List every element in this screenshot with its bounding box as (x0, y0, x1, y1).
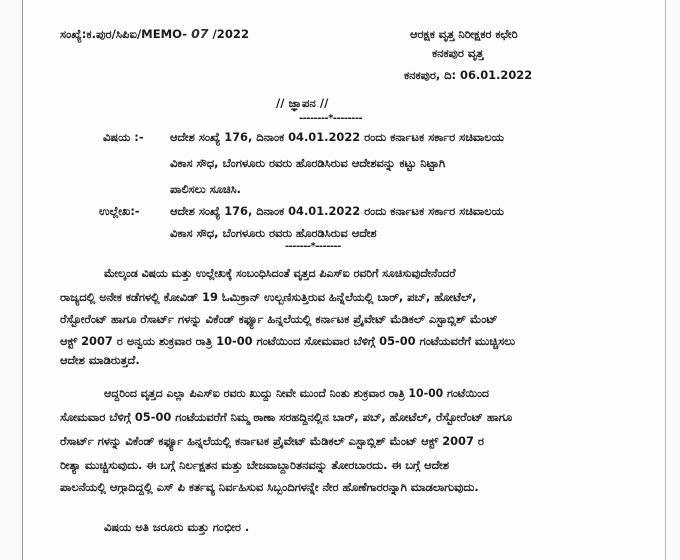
title-underline: --------*-------- (299, 113, 363, 124)
place-date: ಕನಕಪುರ, ದಿ: 06.01.2022 (404, 68, 533, 82)
subject-line: ವಿಕಾಸ ಸೌಧ, ಬೆಂಗಳೂರು ರವರು ಹೊರಡಿಸಿರುವ ಆದೇಶವನ್ನು ಕಟ್ಟು ನಿಟ್ಟಾಗಿ (170, 156, 446, 170)
paragraph-1-line: ಆದೇಶ ಮಾಡಿರುತ್ತದೆ. (60, 353, 140, 367)
paragraph-2-line: ರೆಸಾರ್ಟ್ ಗಳನ್ನು ವಿಕೆಂಡ್ ಕರ್ಫ್ಯೂ ಹಿನ್ನಲೆಯಲ್ಲಿ ಕರ್ನಾಟಕ ಪ್ರೈವೇಟ್ ಮೆಡಿಕಲ್ ಎಸ್ಟಾಬ್ಲಿಶ್ ಮೆಂಟ್ ಆಕ್ಟ್ 2007 ರ (60, 434, 484, 448)
office-name: ಆರಕ್ಷಕ ವೃತ್ತ ನಿರೀಕ್ಷಕರ ಕಛೇರಿ (410, 27, 518, 41)
closing-remark: ವಿಷಯ ಅತಿ ಜರೂರು ಮತ್ತು ಗಂಭೀರ . (104, 520, 250, 534)
paragraph-1-line: ರಾಜ್ಯದಲ್ಲಿ ಅನೇಕ ಕಡೆಗಳಲ್ಲಿ ಕೋವಿಡ್ 19 ಓಮಿಕ್ರಾನ್ ಉಲ್ಬಣಿಸುತ್ತಿರುವ ಹಿನ್ನೆಲೆಯಲ್ಲಿ ಬಾರ್, ಪಬ್, ಹೋಟೆಲ್, (60, 290, 477, 304)
subject-line: ಪಾಲಿಸಲು ಸೂಚಿಸಿ. (170, 182, 241, 196)
paragraph-2-line: ಪಾಲನೆಯಲ್ಲಿ ಆಗ್ಗಾದಿದ್ದಲ್ಲಿ ಎಸ್ ಪಿ ಕರ್ತವ್ಯ ನಿರ್ವಹಿಸುವ ಸಿಬ್ಬಂದಿಗಳನ್ನೇ ನೇರ ಹೊಣೆಗಾರರನ್ನಾಗಿ ಮಾಡಲಾಗುವುದು. (60, 480, 479, 494)
paragraph-2-line: ಸೋಮವಾರ ಬೆಳಿಗ್ಗೆ 05-00 ಗಂಟೆಯವರೆಗೆ ನಿಮ್ಮ ಠಾಣಾ ಸರಹದ್ದಿನಲ್ಲಿನ ಬಾರ್, ಪಬ್, ಹೋಟೆಲ್, ರೆಸ್ಟೋರೆಂಟ್ ಹಾಗೂ (60, 410, 513, 424)
memo-number-prefix: ಸಂಖ್ಯೆ:ಕ.ಪುರ/ಸಿಪಿಐ/MEMO- (60, 27, 188, 41)
subject-line: ಆದೇಶ ಸಂಖ್ಯೆ 176, ದಿನಾಂಕ 04.01.2022 ರಂದು ಕರ್ನಾಟಕ ಸರ್ಕಾರ ಸಚಿವಾಲಯ (170, 130, 504, 144)
reference-line: ಆದೇಶ ಸಂಖ್ಯೆ 176, ದಿನಾಂಕ 04.01.2022 ರಂದು ಕರ್ನಾಟಕ ಸರ್ಕಾರ ಸಚಿವಾಲಯ (170, 204, 504, 218)
document-page (23, 0, 665, 560)
paragraph-2-line: ರೀತ್ಯಾ ಮುಚ್ಚಿಸುವುದು. ಈ ಬಗ್ಗೆ ನಿರ್ಲಕ್ಷತನ ಮತ್ತು ಬೇಜವಾಬ್ದಾರಿತನವನ್ನು ತೋರಬಾರದು. ಈ ಬಗ್ಗೆ ಆದೇಶ (60, 458, 450, 472)
paragraph-1-line: ಆಕ್ಟ್ 2007 ರ ಅನ್ವಯ ಶುಕ್ರವಾರ ರಾತ್ರಿ 10-00 ಗಂಟೆಯಿಂದ ಸೋಮವಾರ ಬೆಳಿಗ್ಗೆ 05-00 ಗಂಟೆಯವರೆಗೆ ಮುಚ್ಚಿಸಲು (60, 334, 516, 348)
paragraph-2-line: ಆದ್ದರಿಂದ ವೃತ್ತದ ಎಲ್ಲಾ ಪಿಎಸ್ಐ ರವರು ಖುದ್ದು ನೀವೇ ಮುಂದೆ ನಿಂತು ಶುಕ್ರವಾರ ರಾತ್ರಿ 10-00 ಗಂಟೆಯಿಂದ (104, 386, 489, 400)
circle-name: ಕನಕಪುರ ವೃತ್ತ (432, 46, 484, 60)
paragraph-1-line: ಮೇಲ್ಕಂಡ ವಿಷಯ ಮತ್ತು ಉಲ್ಲೇಖಕ್ಕೆ ಸಂಬಂಧಿಸಿದಂತೆ ವೃತ್ತದ ಪಿಎಸ್ಐ ರವರಿಗೆ ಸೂಚಿಸುವುದೇನೆಂದರೆ (104, 266, 456, 280)
memo-number-handwritten: 07 (191, 26, 209, 41)
memo-number-year: /2022 (208, 27, 250, 41)
section-separator: -------*------- (285, 241, 341, 252)
reference-line: ವಿಕಾಸ ಸೌಧ, ಬೆಂಗಳೂರು ರವರು ಹೊರಡಿಸಿರುವ ಆದೇಶ (170, 226, 377, 240)
scan-right-edge (665, 0, 666, 560)
paragraph-1-line: ರೆಸ್ಟೋರೆಂಟ್ ಹಾಗೂ ರೆಸಾರ್ಟ್ ಗಳನ್ನು ವಿಕೆಂಡ್ ಕರ್ಫ್ಯೂ ಹಿನ್ನಲೆಯಲ್ಲಿ ಕರ್ನಾಟಕ ಪ್ರೈವೇಟ್ ಮೆಡಿಕಲ್ ಎಸ್ಟಾಬ್ಲಿಶ್ ಮೆಂಟ್ (60, 312, 498, 326)
notice-title: // ಜ್ಞಾಪನ // (276, 96, 329, 110)
memo-number (60, 27, 249, 41)
reference-label: ಉಲ್ಲೇಖ:- (99, 204, 140, 218)
subject-label: ವಿಷಯ :- (103, 130, 144, 144)
